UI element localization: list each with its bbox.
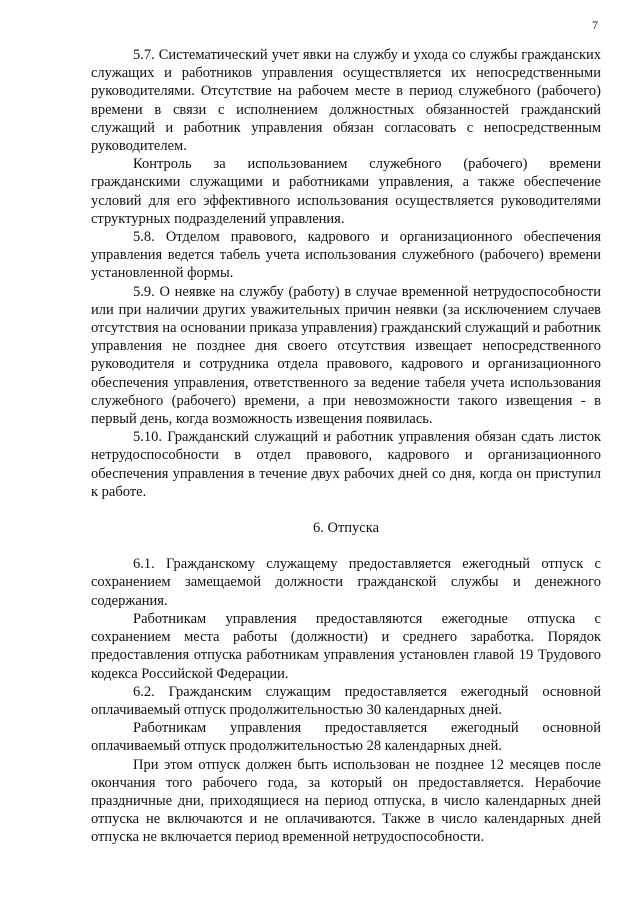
- paragraph-6-2-usage: При этом отпуск должен быть использован не позднее 12 месяцев после окончания того рабочего года, за который он предоставляется. Нерабочие праздничные дни, приходящиеся на период отпуска, в число календарных дней отпуска не включаются и не оплачиваются. Также в число календарных дней отпуска не включается период временной нетрудоспособности.: [91, 756, 601, 846]
- document-body: [91, 46, 601, 847]
- spacer: [91, 501, 601, 519]
- paragraph-6-1-workers: Работникам управления предоставляются ежегодные отпуска с сохранением места работы (должности) и среднего заработка. Порядок предоставления отпуска работникам управления установлен главой 19 Трудового кодекса Российской Федерации.: [91, 610, 601, 682]
- paragraph-5-8: 5.8. Отделом правового, кадрового и организационного обеспечения управления ведется табель учета использования служебного (рабочего) времени установленной формы.: [91, 229, 601, 282]
- section-heading: 6. Отпуска: [312, 520, 379, 537]
- paragraph-6-1: 6.1. Гражданскому служащему предоставляется ежегодный отпуск с сохранением замещаемой должности гражданской службы и денежного содержания.: [91, 556, 601, 609]
- paragraph-5-7: 5.7. Систематический учет явки на службу и ухода со службы гражданских служащих и работников управления осуществляется их непосредственными руководителями. Отсутствие на рабочем месте в период служебного (рабочего) времени в связи с исполнением должностных обязанностей гражданский служащий и работник управления обязан согласовать с непосредственным руководителем.: [91, 47, 601, 155]
- paragraph-6-2-workers: Работникам управления предоставляется ежегодный основной оплачиваемый отпуск продолжительностью 28 календарных дней.: [91, 720, 601, 755]
- paragraph-5-10: 5.10. Гражданский служащий и работник управления обязан сдать листок нетрудоспособности в отдел правового, кадрового и организационного обеспечения управления в течение двух рабочих дней со дня, когда он приступил к работе.: [91, 429, 601, 500]
- spacer: [91, 537, 601, 555]
- paragraph-5-9: 5.9. О неявке на службу (работу) в случае временной нетрудоспособности или при наличии других уважительных причин неявки (за исключением случаев отсутствия на основании приказа управления) гражданский служащий и работник управления не позднее дня своего отсутствия извещает непосредственного руководителя и сотрудника отдела правового, кадрового и организационного обеспечения управления, ответственного за ведение табеля учета использования служебного (рабочего) времени, а при невозможности такого извещения - в первый день, когда возможность извещения появилась.: [91, 283, 601, 428]
- page-number: 7: [592, 18, 598, 32]
- paragraph-6-2: 6.2. Гражданским служащим предоставляется ежегодный основной оплачиваемый отпуск продолжительностью 30 календарных дней.: [91, 683, 601, 718]
- paragraph-5-7-control: Контроль за использованием служебного (рабочего) времени гражданскими служащими и работниками управления, а также обеспечение условий для его эффективного использования осуществляется руководителями структурных подразделений управления.: [91, 156, 601, 227]
